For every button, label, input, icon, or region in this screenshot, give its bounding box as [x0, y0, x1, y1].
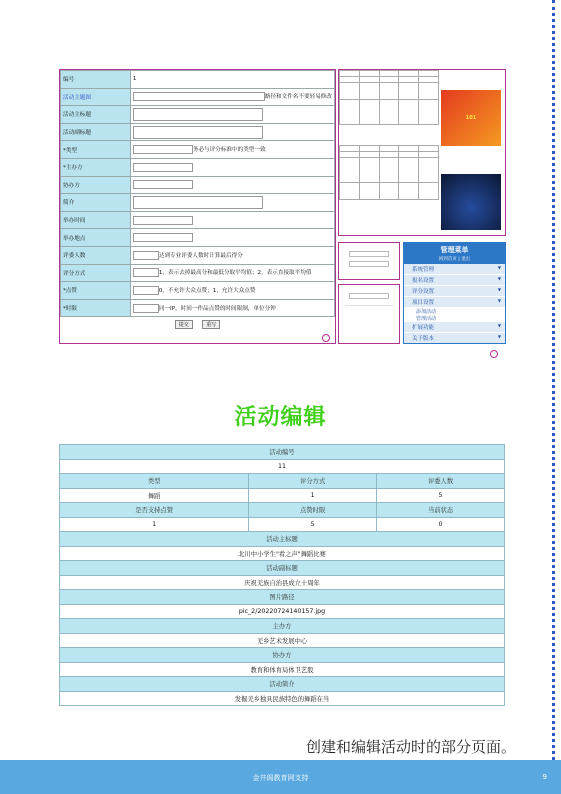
form-input[interactable]: [133, 286, 159, 295]
table-row: [60, 503, 505, 518]
form-label: 简介: [61, 194, 131, 212]
admin-menu-subtitle[interactable]: 回到首页 | 退出: [404, 256, 505, 264]
selection-handle: [322, 334, 330, 342]
table-header-cell: 活动主标题: [60, 532, 505, 547]
table-row: [60, 662, 505, 677]
chevron-down-icon: ▼: [497, 287, 501, 292]
form-label: *主办方: [61, 158, 131, 176]
table-row: [60, 575, 505, 590]
form-input[interactable]: [133, 251, 159, 260]
form-field-cell: [130, 246, 334, 264]
table-header-cell: 评分方式: [249, 474, 377, 489]
selection-handle-2: [490, 350, 498, 358]
form-label: 活动主标题: [61, 106, 131, 124]
form-label: 评委人数: [61, 246, 131, 264]
table-value-cell: 11: [60, 459, 505, 474]
page-title: 活动编辑: [234, 405, 327, 430]
admin-submenu-item[interactable]: 添加活动: [416, 309, 437, 315]
form-value: 1: [132, 76, 137, 83]
admin-menu-label: 报名设置: [412, 278, 435, 284]
table-row: [60, 532, 505, 547]
page-number: 9: [542, 773, 547, 781]
form-input[interactable]: [133, 180, 193, 189]
form-label: 活动主题图: [61, 88, 131, 106]
table-value-cell: 舞蹈: [60, 488, 249, 503]
form-button-row: [60, 317, 335, 329]
activity-poster-2: [441, 174, 501, 230]
form-hint: 同一IP，时间一作品点赞的时间限制，单位分钟: [158, 305, 276, 312]
form-input[interactable]: [133, 268, 159, 277]
form-row: [61, 211, 335, 229]
table-value-cell: 羌乡艺术发展中心: [60, 633, 505, 648]
form-field-cell: [130, 123, 334, 141]
chevron-down-icon: ▼: [497, 323, 501, 328]
form-row: [61, 88, 335, 106]
form-input[interactable]: [133, 163, 193, 172]
form-field-cell: [130, 299, 334, 317]
form-row: [61, 299, 335, 317]
table-row: [60, 445, 505, 460]
form-field-cell: [130, 264, 334, 282]
table-header-cell: 图片路径: [60, 590, 505, 605]
admin-menu-label: 关于版本: [412, 336, 435, 342]
footer-text: 金井阁教育网支持: [252, 774, 309, 782]
form-input[interactable]: [133, 304, 159, 313]
form-label: *点赞: [61, 282, 131, 300]
form-row: [61, 123, 335, 141]
form-field-cell: [130, 229, 334, 247]
admin-menu-item[interactable]: [404, 275, 505, 286]
form-field-cell: [130, 282, 334, 300]
chevron-down-icon: ▼: [497, 265, 501, 270]
form-row: [61, 176, 335, 194]
activity-list-table-1: [339, 70, 439, 125]
form-field-cell: [130, 211, 334, 229]
admin-menu-label: 项目设置: [412, 300, 435, 306]
table-row: [60, 691, 505, 706]
form-field-cell: [130, 141, 334, 159]
admin-menu-items: [404, 264, 505, 344]
form-field-cell: [130, 88, 334, 106]
form-row: [61, 246, 335, 264]
login-dialog-screenshot: [338, 242, 400, 280]
activity-form-screenshot: [59, 69, 336, 344]
activity-list-screenshot: [338, 69, 506, 236]
form-row: [61, 106, 335, 124]
table-row: [60, 619, 505, 634]
submit-button[interactable]: 提交: [175, 320, 193, 329]
table-row: [60, 677, 505, 692]
form-textarea[interactable]: [133, 108, 263, 121]
chevron-down-icon: ▼: [497, 276, 501, 281]
table-header-cell: 活动简介: [60, 677, 505, 692]
page-footer: [0, 760, 561, 794]
table-value-cell: 5: [249, 517, 377, 532]
table-row: [60, 561, 505, 576]
table-row: [60, 488, 505, 503]
table-header-cell: 是否支持点赞: [60, 503, 249, 518]
admin-menu-label: 评分设置: [412, 289, 435, 295]
table-header-cell: 活动副标题: [60, 561, 505, 576]
table-row: [60, 648, 505, 663]
table-header-cell: 当前状态: [377, 503, 505, 518]
form-row: [61, 71, 335, 89]
form-input[interactable]: [133, 92, 265, 101]
table-header-cell: 点赞时限: [249, 503, 377, 518]
admin-menu-item[interactable]: [404, 264, 505, 275]
form-row: [61, 282, 335, 300]
admin-menu-item[interactable]: [404, 297, 505, 308]
figure-caption: 创建和编辑活动时的部分页面。: [305, 738, 516, 756]
form-input[interactable]: [133, 145, 193, 154]
table-header-cell: 评委人数: [377, 474, 505, 489]
form-textarea[interactable]: [133, 196, 263, 209]
score-dialog-screenshot: [338, 284, 400, 344]
admin-menu-screenshot: [403, 242, 506, 344]
chevron-down-icon: ▼: [497, 298, 501, 303]
table-header-cell: 类型: [60, 474, 249, 489]
form-hint: 达到专业评委人数时计算最后得分: [158, 252, 243, 259]
form-label: 举办地点: [61, 229, 131, 247]
admin-menu-item[interactable]: [404, 322, 505, 333]
activity-form-table: [60, 70, 335, 317]
form-label: *类型: [61, 141, 131, 159]
admin-menu-item[interactable]: [404, 333, 505, 344]
form-hint: 0，不允许大众点赞；1，允许大众点赞: [158, 287, 256, 294]
activity-poster-1: 101: [441, 90, 501, 146]
table-row: [60, 546, 505, 561]
table-value-cell: 教育和体育局体卫艺股: [60, 662, 505, 677]
table-row: [60, 633, 505, 648]
activity-list-table-2: [339, 145, 439, 200]
form-field-cell: [130, 176, 334, 194]
form-hint: 务必与评分标准中的类型一致: [192, 147, 266, 154]
admin-menu-label: 扩展功能: [412, 325, 435, 331]
admin-submenu-item[interactable]: 管理活动: [416, 316, 437, 322]
form-row: [61, 264, 335, 282]
form-label: 活动副标题: [61, 123, 131, 141]
form-input[interactable]: [133, 216, 193, 225]
form-field-cell: [130, 158, 334, 176]
form-textarea[interactable]: [133, 126, 263, 139]
table-row: [60, 459, 505, 474]
admin-menu-label: 系统管理: [412, 267, 435, 273]
form-label: 举办时间: [61, 211, 131, 229]
form-row: [61, 158, 335, 176]
form-label: 编号: [61, 71, 131, 89]
table-value-cell: pic_2/20220724140157.jpg: [60, 604, 505, 619]
form-label: 协办方: [61, 176, 131, 194]
right-dotted-border: [552, 0, 555, 760]
form-label: *时限: [61, 299, 131, 317]
chevron-down-icon: ▼: [497, 334, 501, 339]
table-header-cell: 协办方: [60, 648, 505, 663]
table-row: [60, 474, 505, 489]
table-value-cell: 0: [377, 517, 505, 532]
form-input[interactable]: [133, 233, 193, 242]
table-row: [60, 590, 505, 605]
reset-button[interactable]: 重写: [202, 320, 220, 329]
table-value-cell: 庆祝羌族自治县成立十周年: [60, 575, 505, 590]
table-value-cell: 北川中小学生"看之声"舞蹈比赛: [60, 546, 505, 561]
form-field-cell: [130, 106, 334, 124]
table-header-cell: 活动编号: [60, 445, 505, 460]
form-label: 评分方式: [61, 264, 131, 282]
form-row: [61, 194, 335, 212]
form-row: [61, 229, 335, 247]
admin-menu-title: 管理菜单: [404, 243, 505, 256]
table-value-cell: 1: [60, 517, 249, 532]
table-value-cell: 发掘羌乡独具民族特色的舞蹈在当: [60, 691, 505, 706]
form-row: [61, 141, 335, 159]
table-value-cell: 5: [377, 488, 505, 503]
table-value-cell: 1: [249, 488, 377, 503]
form-field-cell: [130, 71, 334, 89]
admin-menu-item[interactable]: [404, 286, 505, 297]
form-hint: 1，表示去掉最高分和最低分取平均值；2，表示直接取平均值: [158, 270, 312, 277]
table-row: [60, 517, 505, 532]
activity-detail-table: [59, 444, 505, 706]
table-header-cell: 主办方: [60, 619, 505, 634]
form-field-cell: [130, 194, 334, 212]
form-hint: 路径和文件名不要轻易修改: [264, 94, 332, 101]
table-row: [60, 604, 505, 619]
